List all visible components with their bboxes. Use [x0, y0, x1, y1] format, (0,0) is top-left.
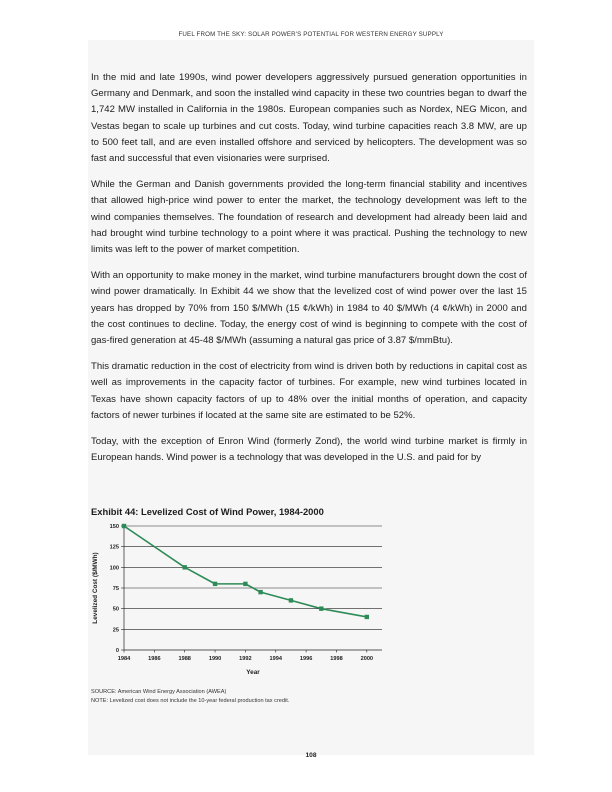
- y-tick-label-125: 125: [109, 544, 119, 551]
- paragraph-4: This dramatic reduction in the cost of electricity from wind is driven both by reductions in capital cost as well as improvements in the capacity factor of turbines. For example, new wind turbines located in Texas have shown capacity factors of up to 48% over the initial months of operation, and capacity factors of newer turbines if located at the same site are estimated to be 52%.: [91, 361, 527, 421]
- data-point-1995: [289, 598, 293, 602]
- chart-svg: [86, 518, 386, 690]
- x-tick-label-1988: 1988: [178, 656, 191, 662]
- exhibit-note: NOTE: Levelized cost does not include the 10-year federal production tax credit.: [91, 698, 290, 704]
- x-tick-label-1996: 1996: [299, 656, 313, 662]
- levelized-cost-chart: [86, 518, 386, 690]
- x-tick-label-2000: 2000: [360, 656, 374, 662]
- exhibit-source: SOURCE: American Wind Energy Association (AWEA): [91, 689, 227, 695]
- series-line: [124, 526, 367, 617]
- y-tick-label-150: 150: [109, 524, 119, 530]
- data-point-1997: [319, 606, 323, 610]
- data-point-1988: [183, 565, 187, 569]
- y-tick-label-50: 50: [112, 606, 119, 613]
- y-axis-title: Levelized Cost ($/MWh): [92, 552, 99, 624]
- data-series: [122, 524, 369, 619]
- paragraph-3: With an opportunity to make money in the market, wind turbine manufacturers brought down the cost of wind power dramatically. In Exhibit 44 we show that the levelized cost of wind power over the last 15 years has dropped by 70% from 150 $/MWh (15 ¢/kWh) in 1984 to 40 $/MWh (4 ¢/kWh) in 2000 and the cost continues to decline. Today, the energy cost of wind is beginning to compete with the cost of gas-fired generation at 45-48 $/MWh (assuming a natural gas price of 3.87 $/mmBtu).: [91, 270, 527, 347]
- y-tick-label-25: 25: [112, 627, 119, 634]
- page-number: 108: [305, 752, 317, 759]
- running-header: FUEL FROM THE SKY: SOLAR POWER'S POTENTIAL FOR WESTERN ENERGY SUPPLY: [178, 31, 444, 38]
- x-tick-label-1990: 1990: [208, 656, 222, 662]
- data-point-1984: [122, 524, 126, 528]
- paragraph-2: While the German and Danish governments provided the long-term financial stability and incentives that allowed high-price wind power to enter the market, the technology development was left to the wind companies themselves. The foundation of research and development had already been laid and had brought wind turbine technology to a point where it was practical. Pushing the technology to new limits was left to the power of market competition.: [91, 179, 527, 256]
- x-tick-label-1998: 1998: [330, 656, 343, 662]
- data-point-2000: [365, 615, 369, 619]
- paragraph-5: Today, with the exception of Enron Wind (formerly Zond), the world wind turbine market is firmly in European hands. Wind power is a technology that was developed in the U.S. and paid for by: [91, 436, 527, 464]
- x-tick-label-1986: 1986: [148, 656, 161, 662]
- x-tick-label-1992: 1992: [239, 656, 252, 662]
- y-tick-label-100: 100: [109, 565, 119, 572]
- x-tick-label-1984: 1984: [117, 656, 131, 662]
- paragraph-1: In the mid and late 1990s, wind power developers aggressively pursued generation opportunities in Germany and Denmark, and soon the installed wind capacity in these two countries began to dwarf the 1,742 MW installed in California in the 1980s. European companies such as Nordex, NEG Micon, and Vestas began to scale up turbines and cut costs. Today, wind turbine capacities reach 3.8 MW, are up to 500 feet tall, and are even installed offshore and serviced by helicopters. The development was so fast and successful that even visionaries were surprised.: [91, 72, 527, 165]
- data-point-1992: [243, 582, 247, 586]
- data-point-1990: [213, 582, 217, 586]
- body-text: [91, 70, 527, 476]
- x-axis-title: Year: [246, 669, 260, 676]
- data-point-1993: [258, 590, 262, 594]
- x-tick-label-1994: 1994: [269, 656, 282, 662]
- y-tick-label-75: 75: [112, 586, 119, 592]
- exhibit-source-notes: [91, 688, 289, 706]
- exhibit-title: Exhibit 44: Levelized Cost of Wind Power, 1984-2000: [91, 506, 324, 517]
- y-tick-label-0: 0: [115, 648, 119, 654]
- gridlines: [124, 526, 382, 629]
